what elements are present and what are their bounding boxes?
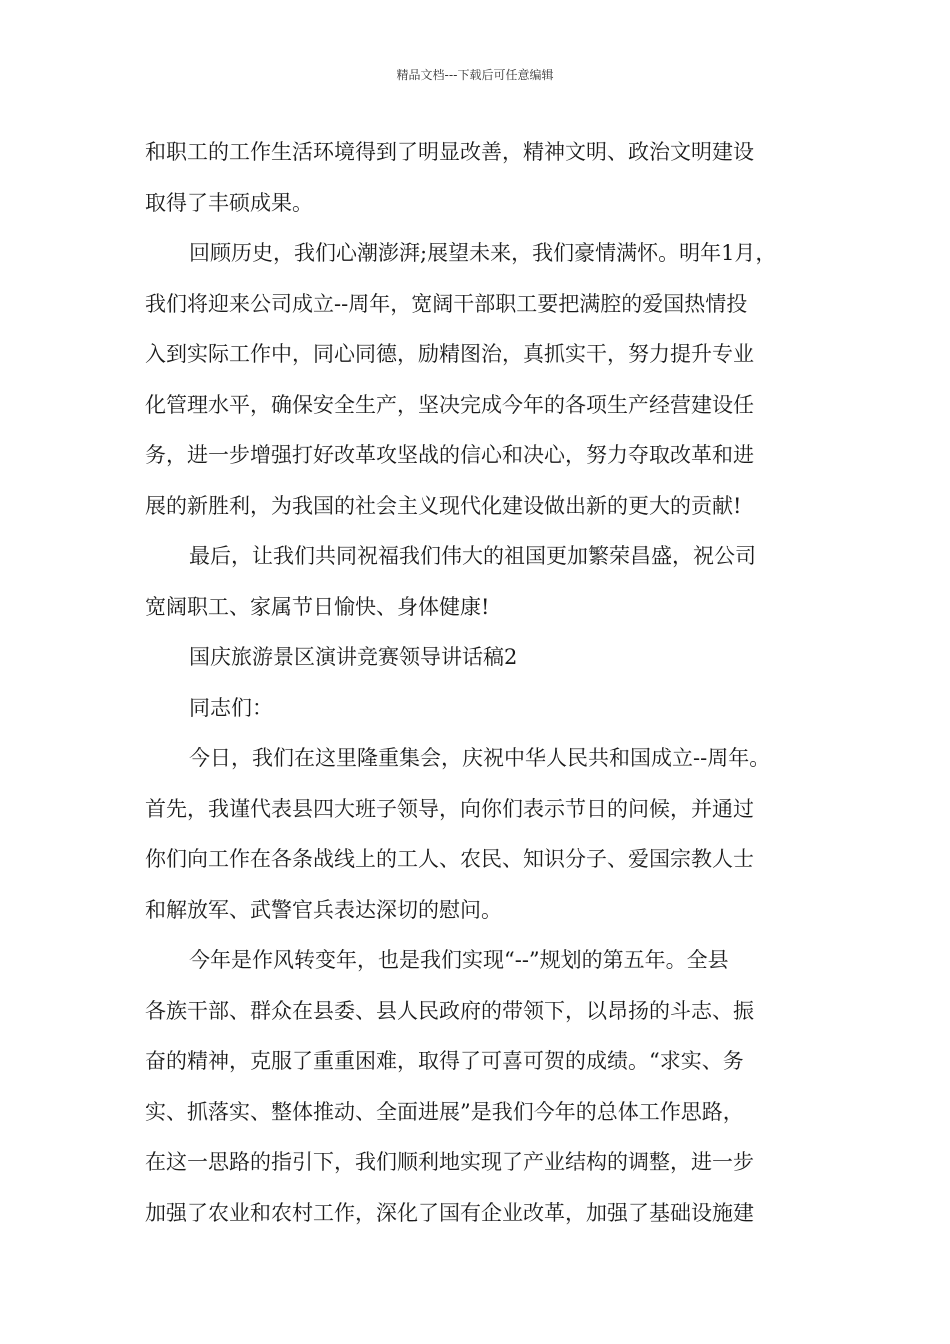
text-line: 同志们： xyxy=(189,695,273,720)
text-line: 首先，我谨代表县四大班子领导，向你们表示节日的问候，并通过 xyxy=(145,796,754,821)
text-line: 今年是作风转变年，也是我们实现“--”规划的第五年。全县 xyxy=(189,948,729,972)
text-line: 实、抓落实、整体推动、全面进展”是我们今年的总体工作思路， xyxy=(145,1099,744,1124)
text-line: 今日，我们在这里隆重集会，庆祝中华人民共和国成立--周年。 xyxy=(189,746,771,770)
text-line: 入到实际工作中，同心同德，励精图治，真抓实干，努力提升专业 xyxy=(145,342,754,366)
text-line: 务，进一步增强打好改革攻坚战的信心和决心，努力夺取改革和进 xyxy=(145,443,754,467)
document-body xyxy=(145,130,810,1241)
text-line: 加强了农业和农村工作，深化了国有企业改革，加强了基础设施建 xyxy=(145,1200,754,1225)
text-line: 和解放军、武警官兵表达深切的慰问。 xyxy=(145,897,502,922)
text-line: 我们将迎来公司成立--周年，宽阔干部职工要把满腔的爱国热情投 xyxy=(145,291,748,316)
text-line: 你们向工作在各条战线上的工人、农民、知识分子、爱国宗教人士 xyxy=(145,847,754,871)
text-line: 在这一思路的指引下，我们顺利地实现了产业结构的调整，进一步 xyxy=(145,1150,754,1174)
text-line: 奋的精神，克服了重重困难，取得了可喜可贺的成绩。“求实、务 xyxy=(145,1049,744,1073)
text-line: 国庆旅游景区演讲竞赛领导讲话稿2 xyxy=(189,645,518,669)
page-header: 精品文档---下载后可任意编辑 xyxy=(396,68,554,82)
text-line: 和职工的工作生活环境得到了明显改善，精神文明、政治文明建设 xyxy=(145,140,754,164)
text-line: 最后，让我们共同祝福我们伟大的祖国更加繁荣昌盛，祝公司 xyxy=(189,544,756,568)
text-line: 回顾历史，我们心潮澎湃;展望未来，我们豪情满怀。明年1月， xyxy=(189,241,777,265)
text-line: 取得了丰硕成果。 xyxy=(145,190,313,215)
text-line: 各族干部、群众在县委、县人民政府的带领下，以昂扬的斗志、振 xyxy=(145,998,754,1023)
text-line: 化管理水平，确保安全生产，坚决完成今年的各项生产经营建设任 xyxy=(145,392,754,417)
text-line: 展的新胜利，为我国的社会主义现代化建设做出新的更大的贡献! xyxy=(145,493,742,518)
text-line: 宽阔职工、家属节日愉快、身体健康! xyxy=(145,594,490,619)
